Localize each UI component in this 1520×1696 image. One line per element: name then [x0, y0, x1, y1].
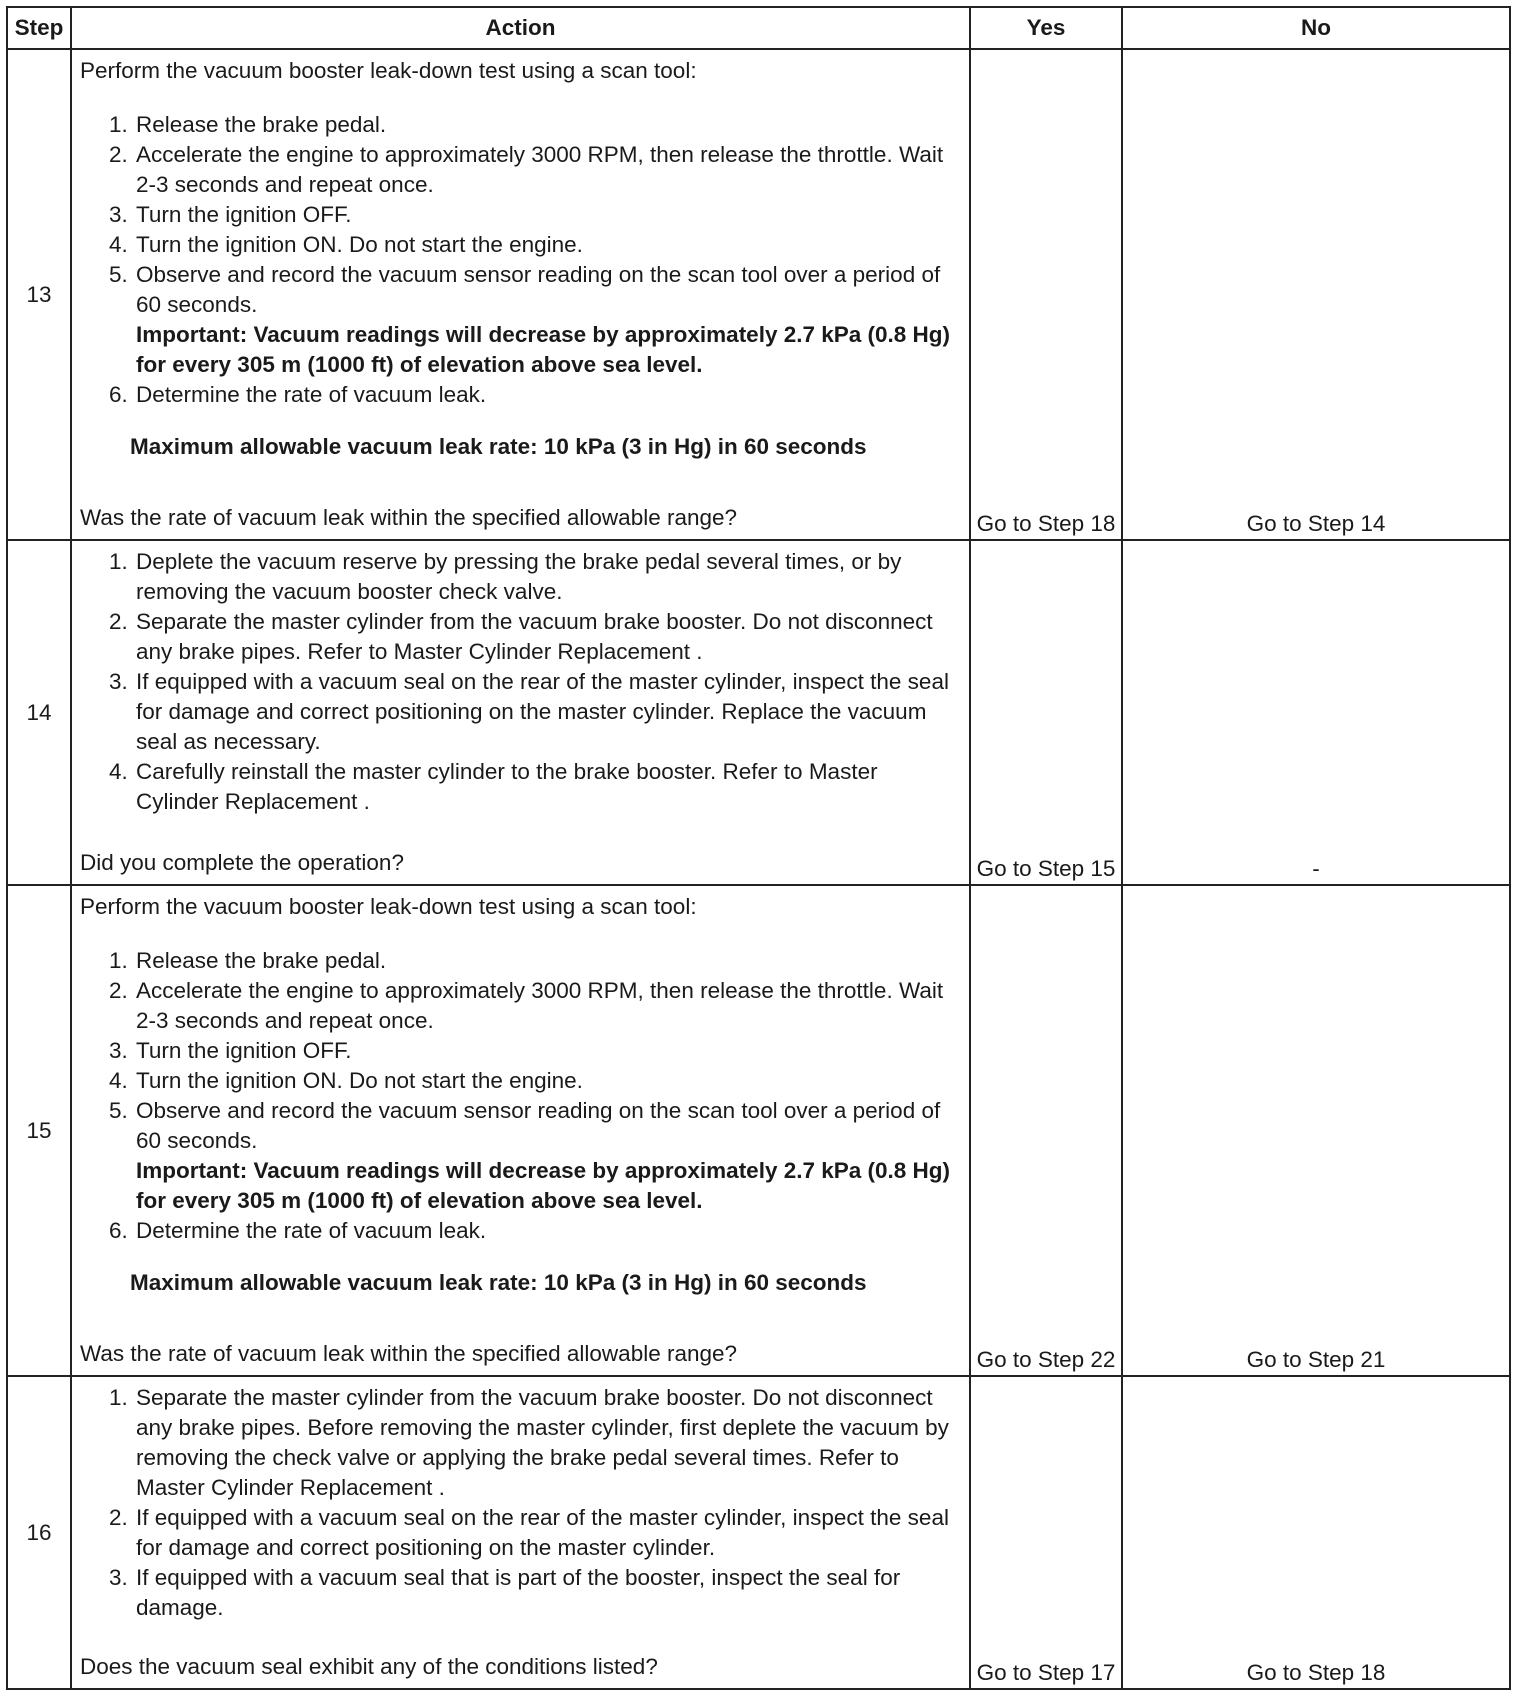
list-item — [134, 1096, 961, 1216]
important-note: Important: Vacuum readings will decrease by approximately 2.7 kPa (0.8 Hg) for every 305 m (1000 ft) of elevation above sea level. — [136, 322, 951, 378]
list-item: 4. Turn the ignition ON. Do not start the engine. — [134, 1066, 961, 1096]
step-number: 16 — [7, 1376, 71, 1689]
list-item: 1. Deplete the vacuum reserve by pressing the brake pedal several times, or by removing the vacuum booster check valve. — [134, 547, 961, 607]
action-steps-list — [80, 547, 961, 817]
diagnostic-table-container — [6, 6, 1509, 1690]
list-item — [134, 260, 961, 380]
yes-cell: Go to Step 17 — [970, 1376, 1122, 1689]
list-item-text: Observe and record the vacuum sensor reading on the scan tool over a period of 60 seconds. — [136, 262, 941, 318]
action-question: Does the vacuum seal exhibit any of the conditions listed? — [80, 1654, 658, 1679]
table-row-step-14 — [7, 540, 1510, 885]
no-cell: Go to Step 21 — [1122, 885, 1510, 1376]
specification-text: Maximum allowable vacuum leak rate: 10 kPa (3 in Hg) in 60 seconds — [130, 1270, 867, 1296]
list-item: 3. Turn the ignition OFF. — [134, 1036, 961, 1066]
table-row-step-13 — [7, 49, 1510, 540]
table-header-row — [7, 7, 1510, 49]
action-question: Did you complete the operation? — [80, 850, 404, 876]
list-item: 1. Release the brake pedal. — [134, 110, 961, 140]
list-item: 6. Determine the rate of vacuum leak. — [134, 380, 961, 410]
step-number: 13 — [7, 49, 71, 540]
list-item: 3. If equipped with a vacuum seal on the rear of the master cylinder, inspect the seal for damage and correct positioning on the master cylinder. Replace the vacuum seal as necessary. — [134, 667, 961, 757]
header-yes: Yes — [970, 7, 1122, 49]
list-item: 4. Carefully reinstall the master cylinder to the brake booster. Refer to Master Cylinder Replacement . — [134, 757, 961, 817]
list-item: 1. Separate the master cylinder from the vacuum brake booster. Do not disconnect any brake pipes. Before removing the master cylinder, first deplete the vacuum by removing the check valve or applying the brake pedal several times. Refer to Master Cylinder Replacement . — [134, 1383, 961, 1503]
action-cell — [71, 540, 970, 885]
action-intro: Perform the vacuum booster leak-down test using a scan tool: — [80, 894, 697, 920]
step-number: 15 — [7, 885, 71, 1376]
yes-cell: Go to Step 18 — [970, 49, 1122, 540]
action-steps-list — [80, 1383, 961, 1623]
list-item: 4. Turn the ignition ON. Do not start the engine. — [134, 230, 961, 260]
action-cell — [71, 885, 970, 1376]
list-item: 2. Accelerate the engine to approximately 3000 RPM, then release the throttle. Wait 2-3 seconds and repeat once. — [134, 140, 961, 200]
list-item: 2. Separate the master cylinder from the vacuum brake booster. Do not disconnect any brake pipes. Refer to Master Cylinder Replacement . — [134, 607, 961, 667]
header-action: Action — [71, 7, 970, 49]
no-cell: Go to Step 14 — [1122, 49, 1510, 540]
step-number: 14 — [7, 540, 71, 885]
list-item-text: Observe and record the vacuum sensor reading on the scan tool over a period of 60 seconds. — [136, 1098, 941, 1154]
list-item: 1. Release the brake pedal. — [134, 946, 961, 976]
yes-cell: Go to Step 22 — [970, 885, 1122, 1376]
diagnostic-table — [6, 6, 1511, 1690]
no-cell: Go to Step 18 — [1122, 1376, 1510, 1689]
action-cell — [71, 49, 970, 540]
action-question: Was the rate of vacuum leak within the specified allowable range? — [80, 1341, 738, 1367]
action-steps-list — [80, 946, 961, 1246]
action-cell — [71, 1376, 970, 1689]
table-row-step-15 — [7, 885, 1510, 1376]
no-cell: - — [1122, 540, 1510, 885]
action-steps-list — [80, 110, 961, 410]
list-item: 3. Turn the ignition OFF. — [134, 200, 961, 230]
action-intro: Perform the vacuum booster leak-down test using a scan tool: — [80, 58, 697, 84]
important-note: Important: Vacuum readings will decrease by approximately 2.7 kPa (0.8 Hg) for every 305 m (1000 ft) of elevation above sea level. — [136, 1158, 951, 1214]
header-no: No — [1122, 7, 1510, 49]
list-item: 3. If equipped with a vacuum seal that is part of the booster, inspect the seal for damage. — [134, 1563, 961, 1623]
table-row-step-16 — [7, 1376, 1510, 1689]
list-item: 2. Accelerate the engine to approximately 3000 RPM, then release the throttle. Wait 2-3 seconds and repeat once. — [134, 976, 961, 1036]
yes-cell: Go to Step 15 — [970, 540, 1122, 885]
list-item: 2. If equipped with a vacuum seal on the rear of the master cylinder, inspect the seal for damage and correct positioning on the master cylinder. — [134, 1503, 961, 1563]
list-item: 6. Determine the rate of vacuum leak. — [134, 1216, 961, 1246]
action-question: Was the rate of vacuum leak within the specified allowable range? — [80, 505, 738, 531]
specification-text: Maximum allowable vacuum leak rate: 10 kPa (3 in Hg) in 60 seconds — [130, 434, 867, 460]
header-step: Step — [7, 7, 71, 49]
